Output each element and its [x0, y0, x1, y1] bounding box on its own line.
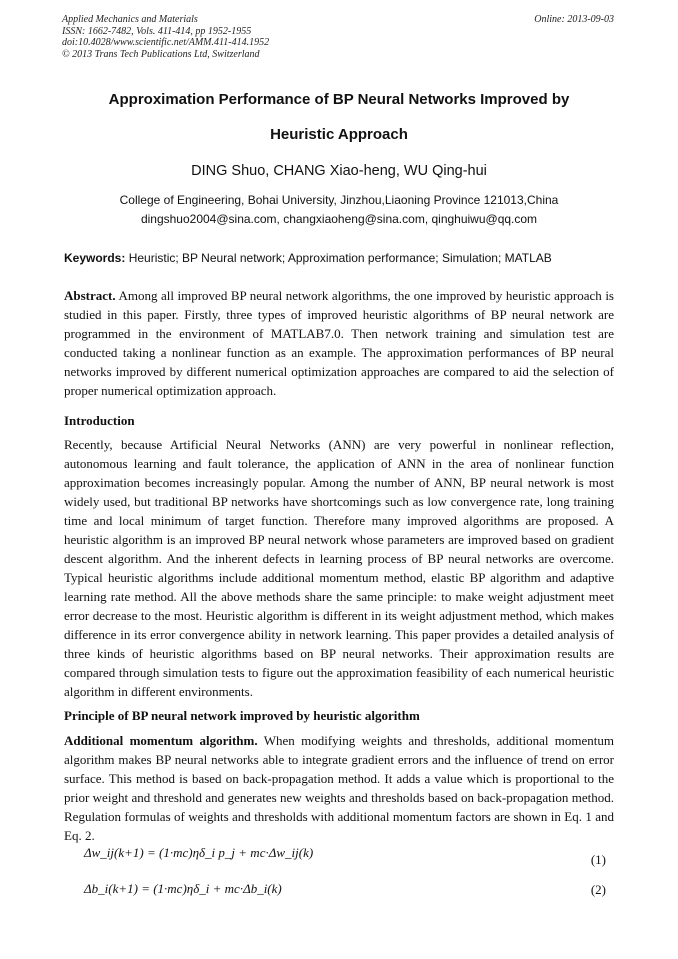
authors: DING Shuo, CHANG Xiao-heng, WU Qing-hui [191, 163, 487, 179]
abstract [64, 286, 614, 400]
equation-1: Δw_ij(k+1) = (1·mc)ηδ_i p_j + mc·Δw_ij(k) [84, 845, 314, 860]
equation-1-number: (1) [590, 852, 606, 867]
momentum-text: When modifying weights and thresholds, additional momentum algorithm makes BP neural networks able to integrate gradient errors and the influence of trend on error surface. This method is based on back-propagation method. It adds a value which is proportional to the prior weight and threshold and generates new weights and thresholds based on back-propagation method. Regulation formulas of weights and thresholds with additional momentum factors are shown in Eq. 1 and Eq. 2. [64, 733, 615, 843]
journal-header [62, 14, 269, 60]
momentum-subheading: Additional momentum algorithm. [64, 733, 258, 748]
momentum-paragraph [64, 731, 614, 845]
author-emails: dingshuo2004@sina.com, changxiaoheng@sina.com, qinghuiwu@qq.com [140, 212, 538, 226]
principle-heading: Principle of BP neural network improved by heuristic algorithm [64, 708, 420, 723]
introduction-text: Recently, because Artificial Neural Networks (ANN) are very powerful in nonlinear reflection, autonomous learning and fault tolerance, the application of ANN in the area of nonlinear function approximation becomes increasingly popular. Among the number of ANN, BP neural network is most widely used, but traditional BP networks have shortcomings such as low convergence rate, long training time and local minimum of target function. Therefore many improved algorithms are proposed. A heuristic algorithm is an improved BP neural network whose parameters are improved based on gradient descent algorithm. And the inherent defects in learning process of BP neural networks are overcome. Typical heuristic algorithms include additional momentum method, elastic BP algorithm and adaptive learning rate method. All the above methods share the same principle: to make weight adjustment meet error decrease to the most. Heuristic algorithm is different in its weight adjustment method, which makes difference in its error convergence ability in network learning. This paper provides a detailed analysis of three kinds of heuristic algorithms based on BP neural networks. Their approximation results are compared through simulation tests to figure out the approximation feasibility of each numerical heuristic algorithm in different environments. [64, 437, 614, 699]
keywords-label: Keywords: [64, 251, 126, 265]
journal-doi: doi:10.4028/www.scientific.net/AMM.411-414.1952 [62, 37, 270, 48]
paper-title-line-2: Heuristic Approach [270, 126, 408, 143]
keywords [64, 251, 614, 265]
paper-title-line-1: Approximation Performance of BP Neural Networks Improved by [108, 91, 570, 108]
abstract-label: Abstract. [64, 288, 116, 303]
affiliation: College of Engineering, Bohai University, Jinzhou,Liaoning Province 121013,China [119, 193, 559, 207]
journal-copyright: © 2013 Trans Tech Publications Ltd, Switzerland [62, 48, 260, 60]
abstract-text: Among all improved BP neural network algorithms, the one improved by heuristic approach is studied in this paper. Firstly, three types of improved heuristic algorithms of BP neural network are programmed in the environment of MATLAB7.0. Then network training and simulation test are conducted taking a nonlinear function as an example. The approximation performances of BP neural networks improved by different numerical optimization approaches are compared to aid the selection of proper numerical optimization approach. [64, 288, 614, 398]
journal-issn: ISSN: 1662-7482, Vols. 411-414, pp 1952-1955 [62, 25, 252, 37]
online-date: Online: 2013-09-03 [534, 14, 614, 25]
equation-2-number: (2) [590, 882, 606, 897]
equation-2: Δb_i(k+1) = (1·mc)ηδ_i + mc·Δb_i(k) [84, 881, 282, 896]
keywords-text: Heuristic; BP Neural network; Approximation performance; Simulation; MATLAB [128, 251, 552, 265]
journal-name: Applied Mechanics and Materials [62, 14, 198, 25]
introduction-heading: Introduction [64, 413, 135, 428]
